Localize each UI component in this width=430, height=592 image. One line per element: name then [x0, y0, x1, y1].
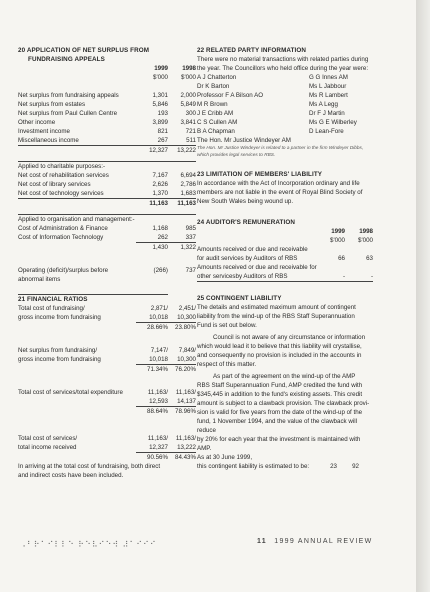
cell: 7,147/ [150, 347, 168, 354]
section-23-title: 23 LIMITATION OF MEMBERS' LIABILITY [197, 171, 323, 178]
cell: 71.34% [136, 364, 168, 374]
table-row [18, 189, 196, 198]
cell: 2,786 [180, 181, 196, 188]
paragraph: $345,445 in addition to the fund's existing assets. This credit [197, 391, 363, 398]
row-label: Net cost of library services [18, 181, 91, 188]
cell: 13,222 [177, 444, 196, 451]
right-column [197, 46, 373, 471]
paragraph: There were no material transactions with related parties during [197, 56, 369, 63]
year-1998: 1998 [182, 65, 196, 72]
row-label: Total cost of services/total expenditure [18, 389, 123, 396]
cell: 78.96% [168, 406, 196, 416]
row-label: Amounts received or due and receivable for [197, 264, 317, 271]
row-label: total income received [18, 444, 77, 451]
row-label: Total cost of fundraising/ [18, 305, 85, 312]
row-label: Applied to charitable purposes:- [18, 163, 106, 170]
row-label: Applied to organisation and management:- [18, 216, 135, 223]
cell: 23 [330, 463, 337, 470]
page-footer [257, 538, 372, 545]
cell: 193 [157, 110, 168, 117]
ratio-row [18, 388, 196, 397]
unit-1999: $'000 [153, 74, 168, 81]
ratio-row [18, 355, 196, 364]
section-25-title: 25 CONTINGENT LIABILITY [197, 295, 282, 302]
councillor-name: The Hon. Mr Justice Windeyer AM [197, 137, 291, 144]
ratio-row [18, 346, 196, 355]
total-cell: 13,222 [177, 147, 196, 154]
ratio-note: In arriving at the total cost of fundraising, both direct [18, 463, 161, 470]
row-label: Amounts received or due and receivable [197, 246, 308, 253]
row-label: Net surplus from fundraising appeals [18, 92, 119, 99]
ratio-row [18, 304, 196, 313]
ratio-row [18, 406, 196, 416]
table-row [197, 272, 373, 282]
cell: 88.64% [136, 406, 168, 416]
table-row [18, 91, 196, 100]
cell: 6,694 [180, 172, 196, 179]
row-label: gross income from fundraising [18, 356, 101, 363]
cell: (266) [153, 267, 168, 274]
ratio-row [18, 397, 196, 406]
cell: 1,301 [152, 92, 168, 99]
councillor-name: Ms R Lambert [309, 92, 348, 99]
cell: 76.20% [168, 364, 196, 374]
paragraph: Fund is set out below. [197, 322, 257, 329]
left-column [18, 46, 196, 480]
total-cell: 1,430 [136, 242, 168, 252]
councillor-name: Dr K Barton [197, 83, 230, 90]
unit-1998: $'000 [358, 237, 373, 244]
row-label: Net surplus from estates [18, 101, 86, 108]
footnote-cont: which provides legal services to RBS. [197, 151, 276, 157]
ratio-row [18, 313, 196, 322]
page-number: 11 [257, 538, 267, 545]
cell: 721 [185, 128, 196, 135]
cell: 11,163/ [175, 389, 196, 396]
cell: 737 [185, 267, 196, 274]
row-label: Miscellaneous income [18, 137, 79, 144]
ratio-row [18, 322, 196, 332]
total-cell: 11,163 [149, 200, 168, 207]
councillor-row [197, 136, 373, 145]
cell: 821 [157, 128, 168, 135]
cell: 10,300 [177, 356, 196, 363]
cell: 267 [157, 137, 168, 144]
cell: 10,018 [149, 314, 168, 321]
row-label: this contingent liability is estimated to be: [197, 463, 310, 470]
councillor-row [197, 100, 373, 109]
ratio-row [18, 443, 196, 452]
councillor-name: Professor F A Bilson AO [197, 92, 264, 99]
unit-1999: $'000 [330, 237, 345, 244]
cell: 66 [338, 255, 345, 262]
cell: 28.66% [136, 322, 168, 332]
row-label: other servicesby Auditors of RBS [197, 273, 288, 280]
table-row [18, 171, 196, 180]
cell: 7,849/ [178, 347, 196, 354]
cell: 262 [157, 234, 168, 241]
table-row [197, 263, 373, 272]
cell: 92 [352, 463, 359, 470]
row-label: Cost of Administration & Finance [18, 225, 108, 232]
paragraph: liability from the wind-up of the RBS Staff Superannuation [197, 313, 355, 320]
paragraph: Council is not aware of any circumstance or information [213, 334, 366, 341]
footer-title: 1999 ANNUAL REVIEW [274, 538, 373, 545]
paragraph: fund, 1 November 1994, and the value of the clawback will reduce [197, 418, 357, 434]
cell: 2,626 [152, 181, 168, 188]
cell: 1,168 [152, 225, 168, 232]
cell: - [342, 273, 345, 280]
cell: 985 [185, 225, 196, 232]
cell: - [370, 273, 373, 280]
paragraph: As at 30 June 1999, [197, 454, 253, 461]
cell: 1,683 [180, 190, 196, 197]
row-label: gross income from fundraising [18, 314, 101, 321]
councillor-row [197, 91, 373, 100]
councillor-row [197, 118, 373, 127]
paragraph: amount is subject to a clawback provision. The clawback provi- [197, 400, 370, 407]
section-20-title: 20 APPLICATION OF NET SURPLUS FROM [18, 47, 150, 54]
row-label: Net cost of rehabilitation services [18, 172, 109, 179]
cell: 5,846 [152, 101, 168, 108]
section-21-title: 21 FINANCIAL RATIOS [18, 296, 88, 303]
paragraph: respect of this matter. [197, 361, 257, 368]
paragraph: The details and estimated maximum amount of contingent [197, 304, 356, 311]
table-row [18, 118, 196, 127]
ratio-row [18, 364, 196, 374]
cell: 12,593 [149, 398, 168, 405]
cell: 7,167 [152, 172, 168, 179]
row-label: Net surplus from fundraising/ [18, 347, 98, 354]
paragraph: the year. The Councillors who held office during the year were: [197, 65, 369, 72]
councillor-name: D Lean-Fore [309, 128, 344, 135]
paragraph: which would lead it to believe that this liability will crystallise, [197, 343, 362, 350]
row-label: Other income [18, 119, 56, 126]
councillor-name: Ms L Jabbour [309, 83, 347, 90]
table-row [197, 245, 373, 254]
cell: 84.43% [168, 452, 196, 462]
year-1998: 1998 [359, 228, 373, 235]
row-label: Net surplus from Paul Cullen Centre [18, 110, 118, 117]
total-cell: 11,163 [177, 200, 196, 207]
councillor-name: B A Chapman [197, 128, 235, 135]
table-row [18, 136, 196, 145]
ratio-row [18, 452, 196, 462]
cell: 511 [186, 137, 196, 144]
councillor-row [197, 109, 373, 118]
section-24-title: 24 AUDITOR'S REMUNERATION [197, 219, 295, 226]
councillor-name: A J Chatterton [197, 74, 237, 81]
cell: 11,163/ [175, 435, 196, 442]
operating-row [18, 266, 196, 275]
row-label: Net cost of technology services [18, 190, 104, 197]
cell: 90.56% [136, 452, 168, 462]
table-row [18, 233, 196, 242]
total-cell: 12,327 [149, 147, 168, 154]
footnote: The Hon. Mr Justice Windeyer is related to a partner in the firm Windeyer Dibbs, [197, 145, 364, 150]
row-label: Cost of Information Technology [18, 234, 104, 241]
column-units [18, 73, 196, 82]
cell: 2,451/ [178, 305, 196, 312]
paragraph: and consequently no provision is included in the accounts in [197, 352, 362, 359]
total-row [18, 145, 196, 155]
councillor-name: Ms G E Wilberley [309, 119, 357, 126]
cell: 2,871/ [150, 305, 168, 312]
braille-dots-decoration: ⠠⠃⠗⠁⠊⠇⠇⠑ ⠗⠑⠧⠊⠑⠺ ⠼⠁⠊⠊⠊ [20, 540, 157, 549]
cell: 300 [185, 110, 196, 117]
councillor-name: Ms A Legg [309, 101, 338, 108]
ratio-note-cont: and indirect costs have been included. [18, 472, 124, 479]
cell: 12,327 [149, 444, 168, 451]
ratio-row [18, 434, 196, 443]
cell: 23.80% [168, 322, 196, 332]
table-row [18, 100, 196, 109]
cell: 2,000 [180, 92, 196, 99]
cell: 3,841 [180, 119, 196, 126]
councillor-name: J E Cribb AM [197, 110, 234, 117]
paragraph: sion is valid for five years from the date of the wind-up of the [197, 409, 363, 416]
cell: 5,849 [180, 101, 196, 108]
year-1999: 1999 [331, 228, 345, 235]
table-row [18, 180, 196, 189]
contingent-total-row [197, 462, 373, 471]
total-row [18, 198, 196, 208]
councillor-row [197, 82, 373, 91]
charitable-heading [18, 161, 196, 171]
column-units [197, 236, 373, 245]
paragraph: by 20% for each year that the investment is maintained with AMP. [197, 436, 361, 452]
total-cell: 1,322 [168, 242, 196, 252]
row-label: Operating (deficit)/surplus before [18, 267, 109, 274]
councillor-name: C S Cullen AM [197, 119, 238, 126]
councillor-name: Dr F J Martin [309, 110, 345, 117]
councillor-row [197, 73, 373, 82]
section-20-subtitle: FUNDRAISING APPEALS [28, 56, 105, 63]
table-row [18, 127, 196, 136]
cell: 337 [185, 234, 196, 241]
councillor-name: G G Innes AM [309, 74, 348, 81]
cell: 14,137 [177, 398, 196, 405]
row-label: abnormal items [18, 276, 61, 283]
cell: 3,899 [152, 119, 168, 126]
paragraph: As part of the agreement on the wind-up of the AMP [213, 373, 356, 380]
year-1999: 1999 [154, 65, 168, 72]
row-label: for audit services by Auditors of RBS [197, 255, 298, 262]
column-years [18, 64, 196, 73]
paragraph: RBS Staff Superannuation Fund, AMP credited the fund with [197, 382, 363, 389]
cell: 1,370 [152, 190, 168, 197]
councillor-name: M R Brown [197, 101, 228, 108]
councillor-row [197, 127, 373, 136]
table-row [197, 254, 373, 263]
management-heading [18, 214, 196, 224]
cell: 11,163/ [147, 389, 168, 396]
table-row [18, 109, 196, 118]
column-years [197, 227, 373, 236]
paragraph: members are not liable in the event of Royal Blind Society of [197, 189, 363, 196]
cell: 63 [366, 255, 373, 262]
section-22-title: 22 RELATED PARTY INFORMATION [197, 47, 307, 54]
total-row [18, 242, 196, 252]
cell: 10,300 [177, 314, 196, 321]
row-label: Total cost of services/ [18, 435, 78, 442]
row-label: Investment income [18, 128, 70, 135]
paragraph: New South Wales being wound up. [197, 198, 294, 205]
table-row [18, 224, 196, 233]
unit-1998: $'000 [181, 74, 196, 81]
operating-row-cont [18, 275, 196, 284]
paragraph: In accordance with the Act of Incorporation ordinary and life [197, 180, 360, 187]
cell: 11,163/ [147, 435, 168, 442]
cell: 10,018 [149, 356, 168, 363]
page-edge [416, 0, 430, 592]
